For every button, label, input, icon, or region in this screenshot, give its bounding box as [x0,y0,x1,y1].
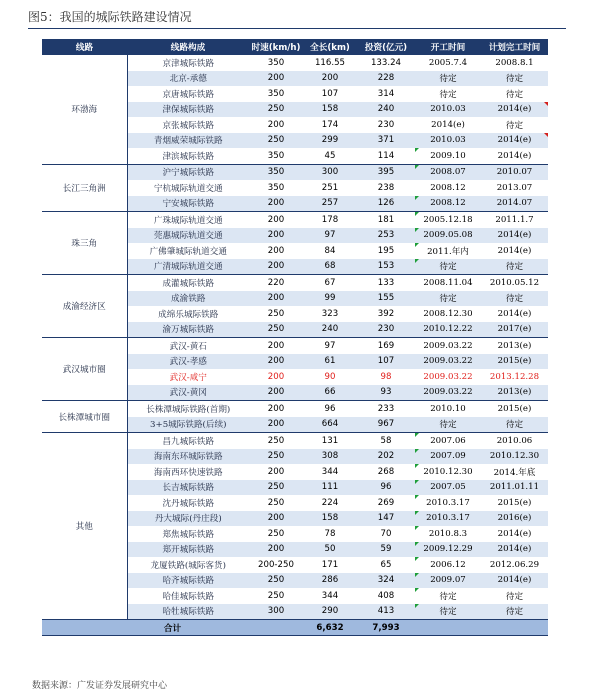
header-start: 开工时间 [415,39,481,55]
length-cell: 224 [321,497,339,508]
end-cell: 待定 [505,591,524,602]
invest-cell: 181 [357,212,415,228]
line-name-cell: 长株潭城际铁路(首期) [127,401,249,417]
line-name-cell: 郑开城际铁路 [127,542,249,558]
line-name-cell: 昌九城际铁路 [127,433,249,449]
end-cell: 待定 [505,89,524,100]
speed-cell: 350 [267,88,285,99]
start-cell: 2008.12.30 [423,308,473,319]
start-cell: 2006.12 [415,557,481,573]
region-cell: 其他 [42,433,127,620]
invest-cell: 371 [357,133,415,149]
start-cell: 2008.07 [415,164,481,180]
invest-cell: 268 [377,466,395,477]
start-cell: 2007.05 [415,480,481,496]
speed-cell: 200-250 [258,559,294,570]
start-cell: 待定 [415,291,481,307]
end-cell: 2010.05.12 [481,275,548,291]
start-cell: 2010.12.22 [415,322,481,338]
start-cell: 2010.03 [415,133,481,149]
speed-cell: 350 [267,150,285,161]
line-name-cell: 成渝铁路 [127,291,249,307]
end-cell: 2014(e) [497,308,532,319]
region-cell: 长江三角洲 [42,164,127,212]
length-cell: 286 [303,573,357,589]
table-row [42,55,548,71]
speed-cell: 200 [249,291,303,307]
line-name-cell: 武汉-孝感 [127,354,249,370]
invest-cell: 228 [357,71,415,87]
invest-cell: 93 [357,385,415,401]
end-cell: 待定 [481,604,548,620]
start-cell: 2007.09 [415,449,481,465]
length-cell: 99 [303,291,357,307]
line-name-cell: 京津城际铁路 [127,55,249,71]
speed-cell: 250 [249,573,303,589]
region-cell: 成渝经济区 [42,275,127,338]
length-cell: 174 [321,119,339,130]
start-cell: 待定 [415,259,481,275]
line-name-cell: 宁杭城际轨道交通 [153,183,223,194]
invest-cell: 202 [357,449,415,465]
length-cell: 96 [303,401,357,417]
invest-cell: 58 [357,433,415,449]
line-name-cell: 宁安城际铁路 [127,196,249,212]
line-name-cell: 京张城际铁路 [162,120,215,131]
start-cell: 2008.11.04 [415,275,481,291]
length-cell: 66 [303,385,357,401]
invest-cell: 314 [377,88,395,99]
region-cell: 环渤海 [42,55,127,165]
end-cell: 2014(e) [481,133,548,149]
line-name-cell: 海南西环快速铁路 [153,467,223,478]
end-cell: 2014(e) [497,245,532,256]
length-cell: 158 [303,511,357,527]
speed-cell: 200 [249,542,303,558]
line-name-cell: 郑焦城际铁路 [162,529,215,540]
speed-cell: 200 [249,196,303,212]
start-cell: 2009.03.22 [423,371,473,382]
line-name-cell: 武汉-咸宁 [169,372,207,383]
length-cell: 107 [321,88,339,99]
line-name-cell: 沪宁城际铁路 [127,164,249,180]
header-composition: 线路构成 [127,39,249,55]
start-cell: 2009.03.22 [415,354,481,370]
length-cell: 240 [303,322,357,338]
region-cell: 珠三角 [42,212,127,275]
end-cell: 待定 [481,417,548,433]
start-cell: 2011.年内 [415,243,481,259]
start-cell: 待定 [415,417,481,433]
speed-cell: 250 [249,102,303,118]
start-cell: 2009.05.08 [415,228,481,244]
end-cell: 2014(e) [481,102,548,118]
end-cell: 待定 [481,291,548,307]
invest-cell: 169 [357,338,415,354]
end-cell: 2017(e) [481,322,548,338]
line-name-cell: 广清城际轨道交通 [127,259,249,275]
table-body [42,55,548,620]
total-empty-start [415,620,481,636]
length-cell: 67 [303,275,357,291]
end-cell: 待定 [481,71,548,87]
invest-cell: 392 [377,308,395,319]
end-cell: 2010.06 [481,433,548,449]
invest-cell: 233 [357,401,415,417]
line-name-cell: 武汉-黄冈 [127,385,249,401]
line-name-cell: 成灌城际铁路 [127,275,249,291]
line-name-cell: 广珠城际轨道交通 [127,212,249,228]
length-cell: 111 [303,480,357,496]
start-cell: 2009.10 [415,148,481,164]
speed-cell: 350 [249,55,303,71]
start-cell: 2010.3.17 [415,495,481,511]
start-cell: 2009.07 [415,573,481,589]
end-cell: 2014(e) [481,228,548,244]
length-cell: 131 [303,433,357,449]
speed-cell: 250 [267,528,285,539]
length-cell: 90 [324,371,336,382]
length-cell: 78 [324,528,336,539]
end-cell: 2013(e) [481,338,548,354]
end-cell: 2015(e) [481,401,548,417]
length-cell: 68 [303,259,357,275]
rail-table [42,39,548,635]
length-cell: 299 [303,133,357,149]
invest-cell: 65 [380,559,392,570]
speed-cell: 200 [249,259,303,275]
table-row [42,433,548,449]
start-cell: 待定 [415,71,481,87]
table-header-row [42,39,548,55]
invest-cell: 98 [380,371,392,382]
end-cell: 2016(e) [481,511,548,527]
end-cell: 2013(e) [481,385,548,401]
source-note: 数据来源：广发证券发展研究中心 [32,681,168,691]
start-cell: 2005.12.18 [415,212,481,228]
start-cell: 2010.10 [415,401,481,417]
length-cell: 344 [321,590,339,601]
start-cell: 2008.12 [430,182,466,193]
speed-cell: 200 [249,338,303,354]
invest-cell: 269 [377,497,395,508]
speed-cell: 200 [249,228,303,244]
speed-cell: 250 [267,497,285,508]
header-length: 全长(km) [303,39,357,55]
start-cell: 待定 [439,89,457,100]
table-row [42,401,548,417]
length-cell: 50 [303,542,357,558]
line-name-cell: 哈牡城际铁路 [127,604,249,620]
line-name-cell: 北京-承德 [127,71,249,87]
end-cell: 2015(e) [497,497,532,508]
speed-cell: 250 [267,308,285,319]
line-name-cell: 丹大城际(丹庄段) [127,511,249,527]
invest-cell: 133.24 [357,55,415,71]
total-investment: 7,993 [357,620,415,636]
length-cell: 290 [303,604,357,620]
start-cell: 2005.7.4 [415,55,481,71]
start-cell: 2007.06 [415,433,481,449]
start-cell: 2009.03.22 [415,385,481,401]
table-row [42,164,548,180]
figure-title: 图5：我国的城际铁路建设情况 [28,10,192,24]
length-cell: 84 [324,245,336,256]
speed-cell: 220 [249,275,303,291]
start-cell: 2009.03.22 [415,338,481,354]
region-cell: 长株潭城市圈 [42,401,127,433]
line-name-cell: 哈齐城际铁路 [127,573,249,589]
end-cell: 2015(e) [481,354,548,370]
speed-cell: 200 [267,119,285,130]
speed-cell: 200 [249,401,303,417]
line-name-cell: 成绵乐城际铁路 [158,309,219,320]
speed-cell: 350 [249,164,303,180]
end-cell: 2013.12.28 [489,371,540,382]
line-name-cell: 长吉城际铁路 [127,480,249,496]
invest-cell: 395 [357,164,415,180]
start-cell: 2009.12.29 [415,542,481,558]
end-cell: 2014(e) [497,150,532,161]
line-name-cell: 3+5城际铁路(后续) [127,417,249,433]
invest-cell: 96 [357,480,415,496]
length-cell: 61 [303,354,357,370]
start-cell: 2010.3.17 [415,511,481,527]
end-cell: 2014(e) [497,528,532,539]
length-cell: 116.55 [303,55,357,71]
speed-cell: 350 [267,182,285,193]
speed-cell: 250 [267,590,285,601]
line-name-cell: 沈丹城际铁路 [162,498,215,509]
length-cell: 97 [303,338,357,354]
speed-cell: 200 [249,71,303,87]
start-cell: 2010.12.30 [415,464,481,480]
start-cell: 2014(e) [431,119,465,130]
length-cell: 300 [303,164,357,180]
speed-cell: 200 [267,371,285,382]
table-row [42,275,548,291]
header-investment: 投资(亿元) [357,39,415,55]
total-empty-end [481,620,548,636]
end-cell: 2011.01.11 [481,480,548,496]
invest-cell: 59 [357,542,415,558]
invest-cell: 230 [357,322,415,338]
title-rule [28,28,566,29]
speed-cell: 250 [249,322,303,338]
speed-cell: 250 [249,433,303,449]
line-name-cell: 京唐城际铁路 [162,89,215,100]
end-cell: 2008.8.1 [481,55,548,71]
line-name-cell: 青烟威荣城际铁路 [127,133,249,149]
speed-cell: 200 [249,385,303,401]
total-row [42,620,548,636]
line-name-cell: 武汉-黄石 [127,338,249,354]
end-cell: 2014(e) [481,542,548,558]
line-name-cell: 津滨城际铁路 [162,151,215,162]
rail-table-wrapper [42,39,548,636]
line-name-cell: 龙厦铁路(城际客货) [150,560,226,571]
speed-cell: 250 [249,480,303,496]
length-cell: 251 [321,182,339,193]
end-cell: 2014(e) [481,573,548,589]
end-cell: 待定 [481,259,548,275]
invest-cell: 408 [377,590,395,601]
length-cell: 664 [303,417,357,433]
invest-cell: 153 [357,259,415,275]
length-cell: 178 [303,212,357,228]
invest-cell: 107 [357,354,415,370]
start-cell: 2008.12 [415,196,481,212]
table-row [42,212,548,228]
start-cell: 2010.8.3 [415,526,481,542]
invest-cell: 114 [377,150,395,161]
invest-cell: 155 [357,291,415,307]
length-cell: 158 [303,102,357,118]
start-cell: 2010.03 [415,102,481,118]
length-cell: 45 [324,150,336,161]
header-end: 计划完工时间 [481,39,548,55]
invest-cell: 70 [380,528,392,539]
speed-cell: 300 [249,604,303,620]
speed-cell: 250 [249,133,303,149]
invest-cell: 240 [357,102,415,118]
length-cell: 308 [303,449,357,465]
speed-cell: 200 [249,511,303,527]
invest-cell: 230 [377,119,395,130]
header-speed: 时速(km/h) [249,39,303,55]
line-name-cell: 莞惠城际轨道交通 [127,228,249,244]
line-name-cell: 津保城际铁路 [127,102,249,118]
invest-cell: 413 [357,604,415,620]
start-cell: 待定 [415,588,481,604]
end-cell: 2014.年底 [493,467,536,478]
invest-cell: 967 [357,417,415,433]
speed-cell: 200 [267,245,285,256]
invest-cell: 195 [377,245,395,256]
total-length: 6,632 [303,620,357,636]
speed-cell: 200 [249,212,303,228]
length-cell: 171 [321,559,339,570]
end-cell: 2013.07 [496,182,533,193]
region-cell: 武汉城市圈 [42,338,127,401]
invest-cell: 133 [357,275,415,291]
end-cell: 2014.07 [481,196,548,212]
invest-cell: 324 [357,573,415,589]
table-row [42,338,548,354]
speed-cell: 200 [267,466,285,477]
end-cell: 2011.1.7 [481,212,548,228]
length-cell: 323 [321,308,339,319]
end-cell: 2010.12.30 [481,449,548,465]
invest-cell: 253 [357,228,415,244]
length-cell: 344 [321,466,339,477]
invest-cell: 126 [357,196,415,212]
end-cell: 待定 [505,120,524,131]
speed-cell: 200 [249,417,303,433]
line-name-cell: 广佛肇城际轨道交通 [149,246,227,257]
length-cell: 200 [303,71,357,87]
length-cell: 97 [303,228,357,244]
header-line: 线路 [42,39,127,55]
line-name-cell: 哈佳城际铁路 [162,591,215,602]
speed-cell: 200 [249,354,303,370]
end-cell: 2010.07 [481,164,548,180]
total-label: 合计 [42,620,303,636]
invest-cell: 238 [377,182,395,193]
start-cell: 待定 [415,604,481,620]
invest-cell: 147 [357,511,415,527]
speed-cell: 250 [249,449,303,465]
end-cell: 2012.06.29 [489,559,540,570]
line-name-cell: 海南东环城际铁路 [127,449,249,465]
line-name-cell: 渝万城际铁路 [127,322,249,338]
length-cell: 257 [303,196,357,212]
